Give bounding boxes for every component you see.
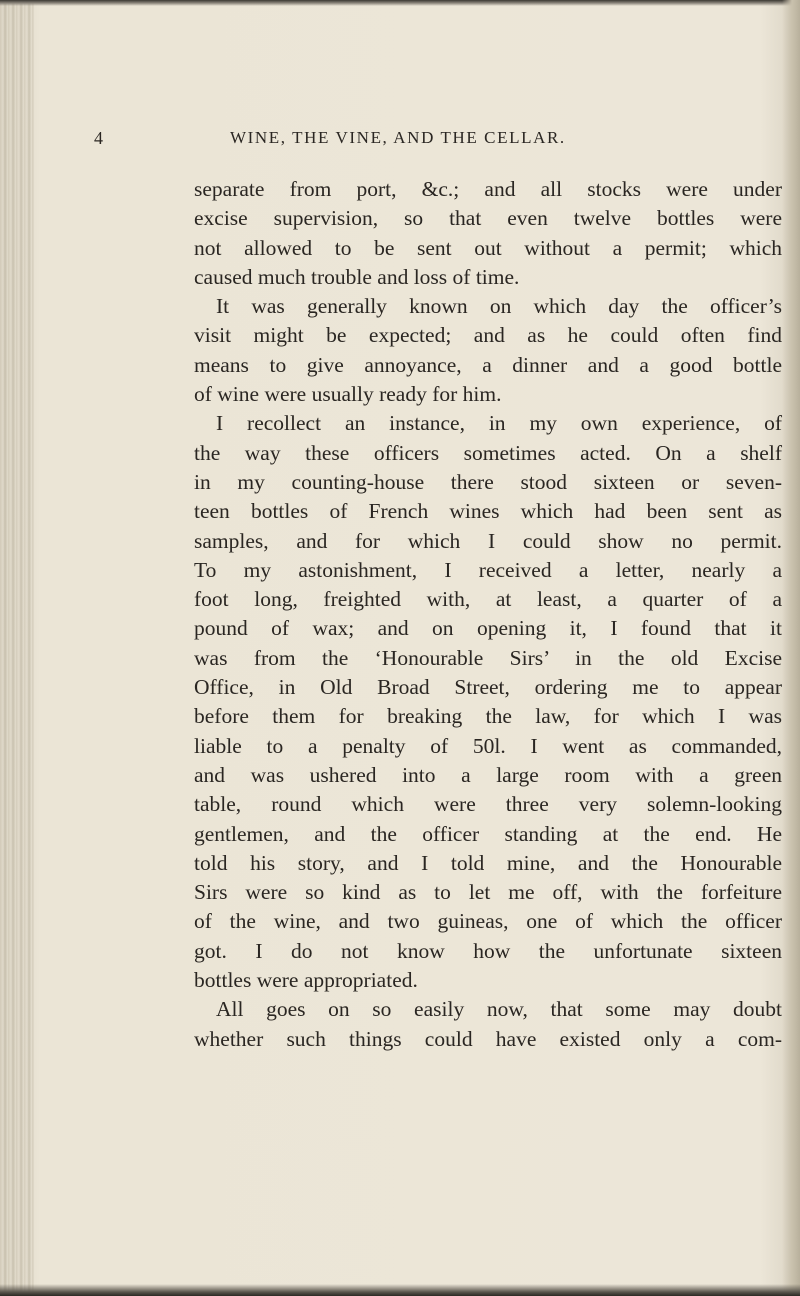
page-number: 4 — [94, 128, 104, 148]
text-line: samples, and for which I could show no permit. — [194, 528, 782, 553]
text-line: excise supervision, so that even twelve bottles were — [194, 206, 782, 231]
text-line: foot long, freighted with, at least, a quarter of a — [194, 587, 782, 612]
text-line: Sirs were so kind as to let me off, with the forfeiture — [194, 880, 782, 905]
page-binding-shadow — [0, 0, 34, 1296]
text-line: Office, in Old Broad Street, ordering me to appear — [194, 675, 782, 700]
text-line: visit might be expected; and as he could often find — [194, 323, 782, 348]
text-line: separate from port, &c.; and all stocks were under — [194, 177, 782, 201]
text-line: of the wine, and two guineas, one of which the officer — [194, 909, 782, 934]
page-header — [94, 128, 730, 158]
text-line: teen bottles of French wines which had been sent as — [194, 499, 782, 524]
text-line: All goes on so easily now, that some may doubt — [216, 997, 782, 1022]
bottom-page-edge — [0, 1284, 800, 1296]
text-line: whether such things could have existed only a com- — [194, 1026, 782, 1051]
text-line: and was ushered into a large room with a green — [194, 762, 782, 787]
running-head: WINE, THE VINE, AND THE CELLAR. — [230, 128, 566, 147]
text-line: before them for breaking the law, for which I was — [194, 704, 782, 729]
text-line: pound of wax; and on opening it, I found that it — [194, 616, 782, 641]
text-line: was from the ‘Honourable Sirs’ in the old Excise — [194, 645, 782, 670]
text-line: got. I do not know how the unfortunate sixteen — [194, 938, 782, 963]
text-line: I recollect an instance, in my own experience, of — [216, 411, 782, 436]
text-line: the way these officers sometimes acted. On a shelf — [194, 440, 782, 465]
text-line: told his story, and I told mine, and the Honourable — [194, 850, 782, 875]
text-line: table, round which were three very solemn-looking — [194, 792, 782, 817]
text-line: gentlemen, and the officer standing at the end. He — [194, 821, 782, 846]
text-line: caused much trouble and loss of time. — [194, 264, 520, 289]
text-line: means to give annoyance, a dinner and a good bottle — [194, 352, 782, 377]
text-line: liable to a penalty of 50l. I went as commanded, — [194, 733, 782, 758]
text-line: in my counting-house there stood sixteen or seven- — [194, 469, 782, 494]
right-page-edge — [782, 0, 800, 1296]
text-line: not allowed to be sent out without a permit; which — [194, 235, 782, 260]
text-line: of wine were usually ready for him. — [194, 382, 502, 407]
text-line: To my astonishment, I received a letter, nearly a — [194, 557, 782, 582]
text-line: bottles were appropriated. — [194, 968, 418, 993]
body-text — [194, 175, 782, 1054]
top-page-edge — [0, 0, 800, 6]
text-line: It was generally known on which day the officer’s — [216, 294, 782, 319]
